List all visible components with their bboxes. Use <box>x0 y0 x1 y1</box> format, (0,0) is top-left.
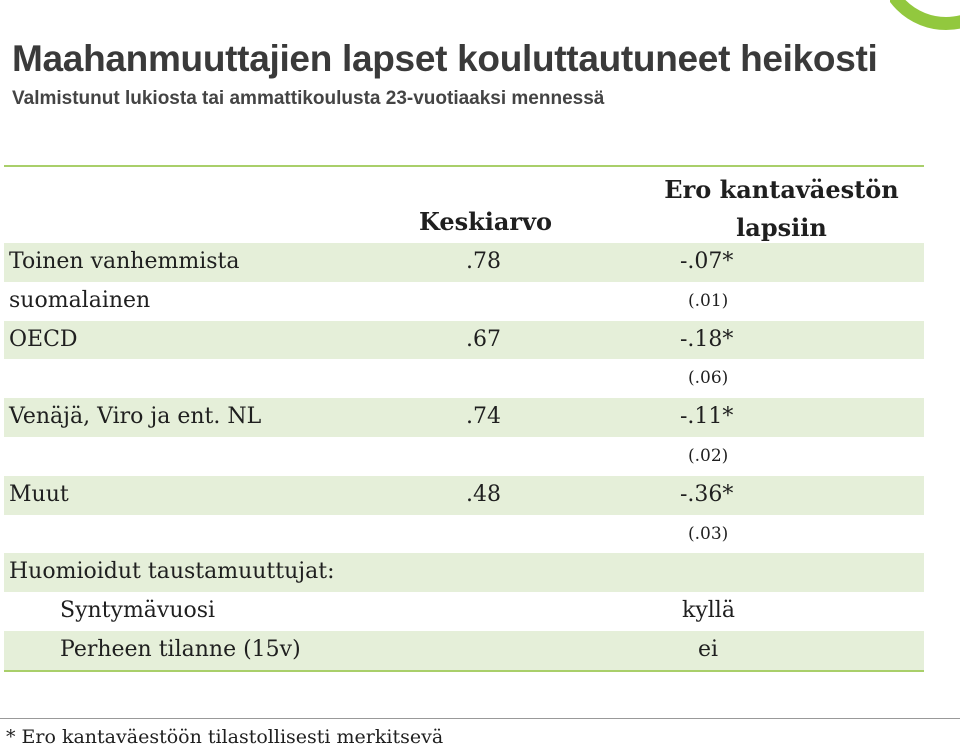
table-row <box>4 243 924 282</box>
row-difference: -.11* <box>680 404 734 430</box>
table-row <box>4 631 924 670</box>
table-row <box>4 398 924 437</box>
row-mean: .74 <box>466 404 501 430</box>
table-row <box>4 437 924 476</box>
table-row <box>4 476 924 515</box>
header-difference: Ero kantaväestön lapsiin <box>664 175 899 242</box>
table-row <box>4 515 924 554</box>
table-row <box>4 553 924 592</box>
row-mean: .67 <box>466 326 501 352</box>
corner-decoration <box>890 0 960 60</box>
row-standard-error: (.06) <box>688 368 729 389</box>
row-label: Muut <box>9 481 69 507</box>
table-row <box>4 321 924 360</box>
row-standard-error: (.03) <box>688 523 729 544</box>
row-label: Toinen vanhemmista <box>9 249 240 274</box>
row-result: ei <box>698 636 719 662</box>
results-table <box>4 165 924 672</box>
row-standard-error: (.01) <box>688 290 729 311</box>
row-label: Syntymävuosi <box>60 598 216 624</box>
table-row <box>4 282 924 321</box>
page-title: Maahanmuuttajien lapset kouluttautuneet heikosti <box>12 38 878 79</box>
row-mean: .78 <box>466 249 501 274</box>
page-subtitle: Valmistunut lukiosta tai ammattikoulusta 23-vuotiaaksi mennessä <box>12 88 605 109</box>
row-label: OECD <box>9 326 78 352</box>
row-difference: -.07* <box>680 249 734 274</box>
row-label: Venäjä, Viro ja ent. NL <box>9 404 262 430</box>
footnote: * Ero kantaväestöön tilastollisesti merkitsevä <box>6 726 444 748</box>
row-difference: -.18* <box>680 326 734 352</box>
row-difference: -.36* <box>680 481 734 507</box>
row-label: Huomioidut taustamuuttujat: <box>9 559 335 585</box>
header-mean: Keskiarvo <box>419 207 553 236</box>
row-mean: .48 <box>466 481 501 507</box>
row-standard-error: (.02) <box>688 445 729 466</box>
table-header <box>4 167 924 243</box>
row-label: suomalainen <box>9 287 151 313</box>
table-row <box>4 592 924 631</box>
footnote-divider <box>0 718 960 719</box>
table-row <box>4 359 924 398</box>
row-result: kyllä <box>682 598 735 624</box>
row-label: Perheen tilanne (15v) <box>60 636 301 662</box>
